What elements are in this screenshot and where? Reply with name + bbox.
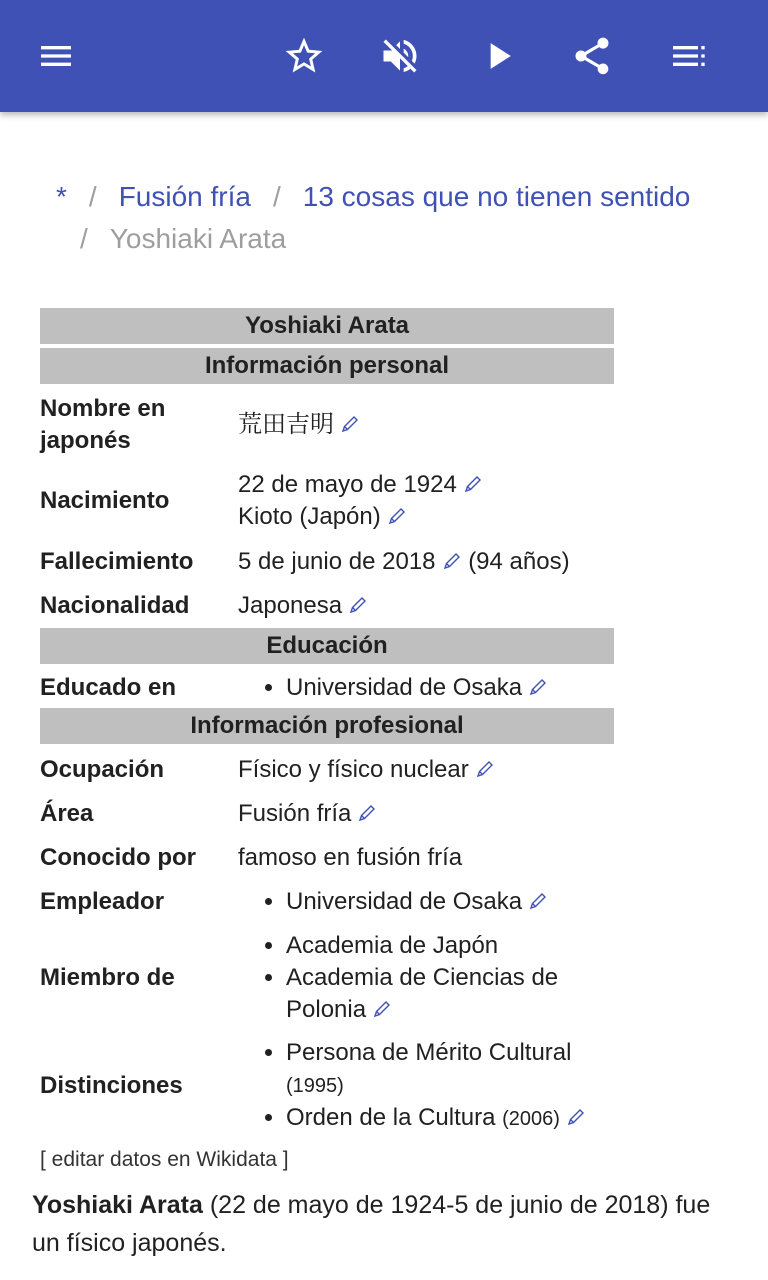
article-subject: Yoshiaki Arata: [32, 1191, 203, 1219]
list-item: [286, 886, 614, 918]
favorite-button[interactable]: [276, 28, 332, 84]
article-intro: [32, 1186, 742, 1262]
article-intro-text: (22 de mayo de 1924-5 de junio de 2018) fue un físico japonés.: [32, 1191, 711, 1257]
member-of-link[interactable]: Academia de Japón: [286, 932, 499, 959]
known-for-value: famoso en fusión fría: [238, 844, 463, 871]
award-year: (1995): [286, 1075, 344, 1097]
breadcrumb: [56, 176, 736, 260]
breadcrumb-home[interactable]: *: [56, 181, 67, 212]
row-member-of: [40, 924, 614, 1032]
section-header-education: Educación: [40, 628, 614, 664]
row-label: Conocido por: [40, 844, 196, 871]
breadcrumb-item-fusion-fria[interactable]: Fusión fría: [118, 181, 251, 212]
death-age-value: (94 años): [468, 548, 570, 575]
row-nationality: [40, 584, 614, 628]
row-label: Ocupación: [40, 756, 165, 783]
area-value: Fusión fría: [238, 800, 352, 827]
row-label: Nacimiento: [40, 487, 170, 514]
row-label: Distinciones: [40, 1072, 183, 1099]
list-item: [286, 962, 614, 1026]
row-known-for: [40, 836, 614, 880]
japanese-name-value: 荒田吉明: [238, 411, 334, 438]
list-item: [286, 930, 614, 962]
row-label: Empleador: [40, 888, 165, 915]
edit-wikidata-text[interactable]: [ editar datos en Wikidata ]: [40, 1148, 289, 1171]
birth-place-value: Kioto (Japón): [238, 503, 381, 530]
educated-at-link[interactable]: Universidad de Osaka: [286, 674, 523, 701]
section-header-professional: Información profesional: [40, 708, 614, 744]
breadcrumb-current: Yoshiaki Arata: [109, 223, 287, 254]
play-button[interactable]: [470, 28, 526, 84]
row-label: Área: [40, 800, 94, 827]
playlist-icon: [668, 36, 708, 76]
row-label: Nacionalidad: [40, 592, 190, 619]
list-item: [286, 1102, 614, 1135]
row-label: Miembro de: [40, 964, 175, 991]
breadcrumb-item-13-cosas[interactable]: 13 cosas que no tienen sentido: [302, 181, 691, 212]
share-icon: [570, 34, 614, 78]
menu-button[interactable]: [28, 28, 84, 84]
breadcrumb-separator: /: [80, 223, 88, 254]
edit-wikidata-link[interactable]: [40, 1146, 289, 1174]
pencil-icon[interactable]: [387, 506, 407, 526]
breadcrumb-separator: /: [88, 181, 97, 212]
pencil-icon[interactable]: [372, 999, 392, 1019]
row-occupation: [40, 748, 614, 792]
list-item: [286, 672, 614, 704]
star-icon: [282, 34, 326, 78]
volume-mute-icon: [378, 34, 422, 78]
breadcrumb-separator: /: [272, 181, 281, 212]
row-death: [40, 540, 614, 584]
list-item: [286, 1037, 614, 1102]
employer-link[interactable]: Universidad de Osaka: [286, 888, 523, 915]
share-button[interactable]: [564, 28, 620, 84]
award-year: (2006): [502, 1108, 560, 1130]
nationality-value: Japonesa: [238, 592, 343, 619]
infobox-title: Yoshiaki Arata: [40, 308, 614, 344]
infobox: [40, 308, 614, 1140]
app-toolbar: [0, 0, 768, 112]
birth-date-value: 22 de mayo de 1924: [238, 471, 457, 498]
row-birth: [40, 462, 614, 540]
pencil-icon[interactable]: [528, 891, 548, 911]
row-japanese-name: [40, 388, 614, 462]
play-icon: [476, 34, 520, 78]
contents-button[interactable]: [660, 28, 716, 84]
row-educated-at: [40, 668, 614, 708]
pencil-icon[interactable]: [357, 803, 377, 823]
member-of-link[interactable]: Academia de Ciencias de Polonia: [286, 964, 559, 1023]
row-label: Nombre en japonés: [40, 395, 166, 454]
row-label: Educado en: [40, 674, 177, 701]
award-link[interactable]: Orden de la Cultura: [286, 1104, 496, 1131]
section-header-personal: Información personal: [40, 348, 614, 384]
death-date-value: 5 de junio de 2018: [238, 548, 436, 575]
menu-icon: [36, 36, 76, 76]
pencil-icon[interactable]: [528, 677, 548, 697]
award-link[interactable]: Persona de Mérito Cultural: [286, 1039, 572, 1066]
row-label: Fallecimiento: [40, 548, 194, 575]
row-area: [40, 792, 614, 836]
row-awards: [40, 1032, 614, 1140]
row-employer: [40, 880, 614, 924]
pencil-icon[interactable]: [442, 551, 462, 571]
pencil-icon[interactable]: [340, 414, 360, 434]
pencil-icon[interactable]: [475, 759, 495, 779]
mute-button[interactable]: [372, 28, 428, 84]
pencil-icon[interactable]: [348, 595, 368, 615]
pencil-icon[interactable]: [566, 1107, 586, 1127]
pencil-icon[interactable]: [463, 474, 483, 494]
occupation-value: Físico y físico nuclear: [238, 756, 469, 783]
